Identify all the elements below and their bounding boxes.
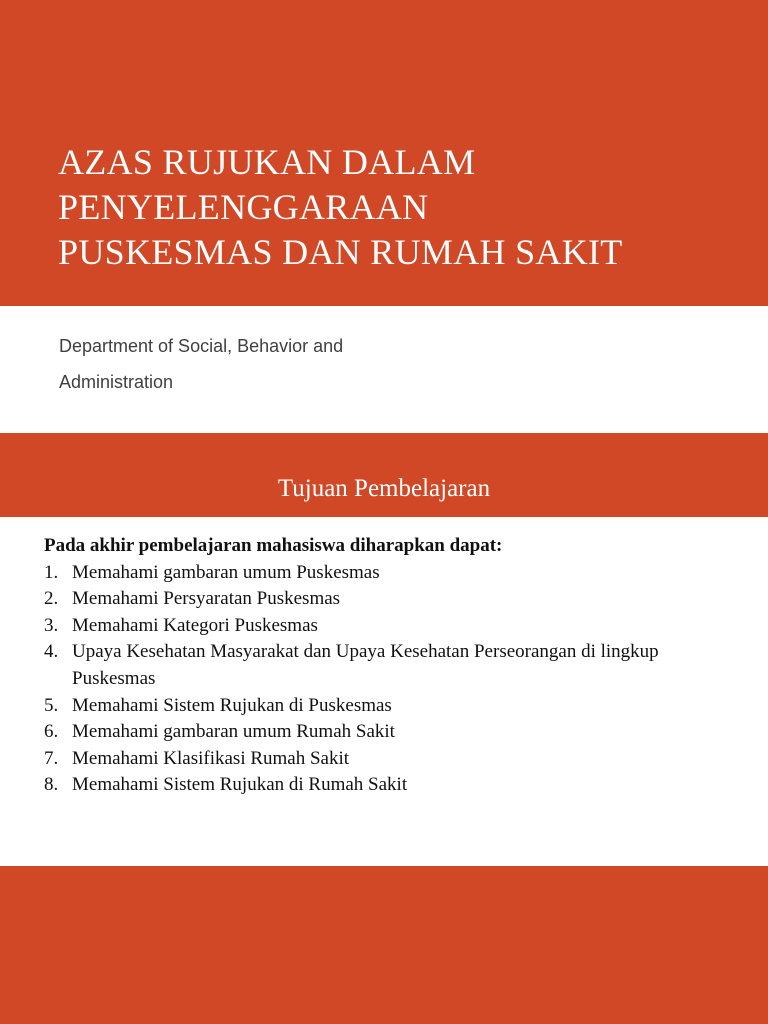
- objectives-list: [44, 560, 724, 799]
- subtitle-line: Administration: [59, 372, 174, 392]
- objectives-heading: Tujuan Pembelajaran: [277, 475, 491, 502]
- list-item: [44, 693, 724, 720]
- list-item-text: Memahami Kategori Puskesmas: [72, 614, 318, 636]
- list-item-text: Memahami Sistem Rujukan di Rumah Sakit: [72, 774, 408, 796]
- title-banner: [0, 0, 768, 306]
- list-item-number: 3.: [44, 614, 59, 636]
- objectives-intro: Pada akhir pembelajaran mahasiswa diharapkan dapat:: [44, 535, 503, 556]
- list-item: [44, 639, 724, 692]
- list-item: [44, 613, 724, 640]
- list-item: [44, 560, 724, 587]
- list-item: [44, 586, 724, 613]
- list-item-text: Memahami Sistem Rujukan di Puskesmas: [72, 694, 392, 716]
- list-item-text: Memahami Persyaratan Puskesmas: [72, 588, 341, 610]
- slide-title: [58, 140, 738, 275]
- list-item: [44, 746, 724, 773]
- list-item-number: 1.: [44, 561, 59, 583]
- list-item-text: Memahami gambaran umum Puskesmas: [72, 561, 380, 583]
- list-item-number: 5.: [44, 694, 59, 716]
- list-item-number: 2.: [44, 588, 59, 610]
- list-item-text: Memahami gambaran umum Rumah Sakit: [72, 721, 395, 743]
- slide-title-line: AZAS RUJUKAN DALAM: [58, 142, 476, 182]
- list-item: [44, 772, 724, 799]
- department-subtitle: [59, 328, 459, 400]
- list-item-number: 7.: [44, 747, 59, 769]
- list-item-text: Upaya Kesehatan Masyarakat dan Upaya Kesehatan Perseorangan di lingkup Puskesmas: [72, 641, 659, 689]
- list-item-number: 6.: [44, 721, 59, 743]
- list-item: [44, 719, 724, 746]
- objectives-content: [44, 533, 724, 799]
- slide-title-line: PENYELENGGARAAN: [58, 187, 429, 227]
- list-item-text: Memahami Klasifikasi Rumah Sakit: [72, 747, 350, 769]
- list-item-number: 4.: [44, 641, 59, 663]
- list-item-number: 8.: [44, 774, 59, 796]
- slide-title-line: PUSKESMAS DAN RUMAH SAKIT: [58, 232, 623, 272]
- subtitle-line: Department of Social, Behavior and: [59, 336, 344, 356]
- footer-banner: [0, 866, 768, 1024]
- objectives-banner: [0, 433, 768, 517]
